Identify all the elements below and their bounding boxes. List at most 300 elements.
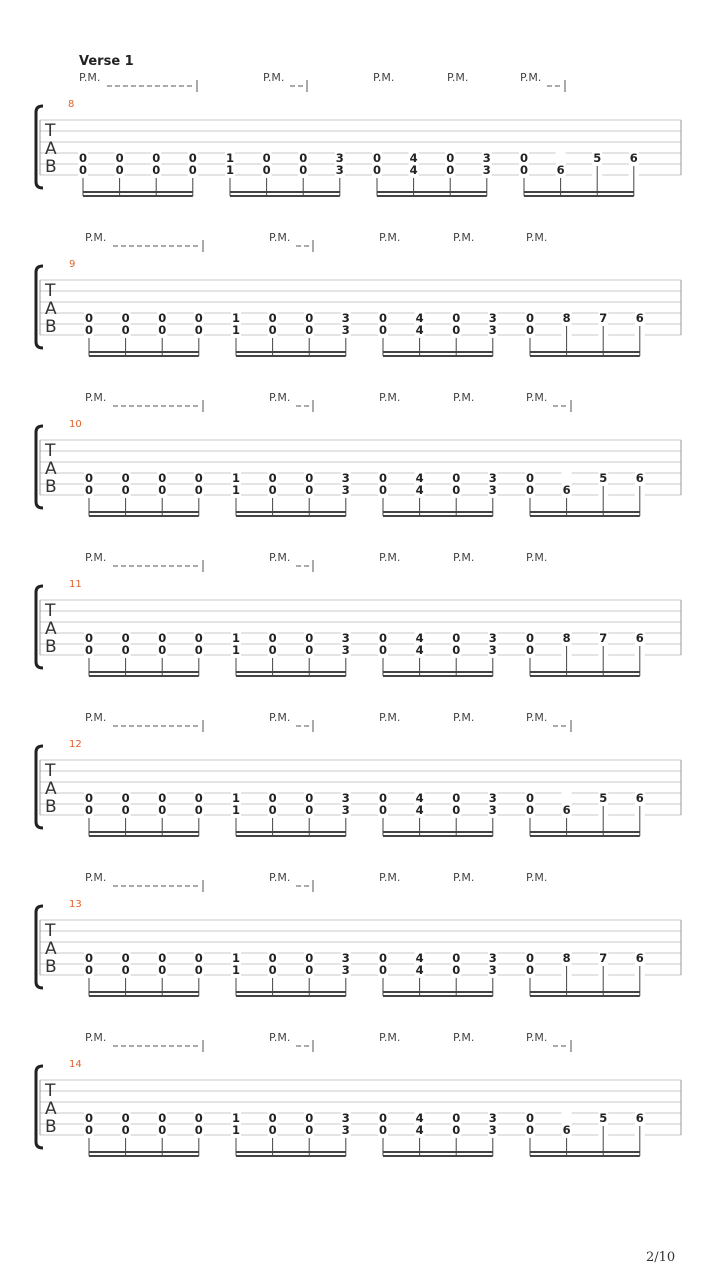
fret-number: 5 bbox=[599, 1111, 608, 1125]
fret-number: 3 bbox=[341, 323, 350, 337]
fret-number: 0 bbox=[268, 951, 277, 965]
fret-number: 3 bbox=[341, 1111, 350, 1125]
tab-system-svg bbox=[0, 390, 720, 550]
fret-number: 0 bbox=[378, 483, 388, 497]
fret-number: 0 bbox=[305, 311, 314, 325]
fret-number: 0 bbox=[194, 311, 203, 325]
fret-number: 0 bbox=[268, 1123, 277, 1137]
fret-number: 0 bbox=[305, 791, 314, 805]
tab-clef-letter: B bbox=[45, 797, 57, 817]
beam bbox=[236, 835, 346, 837]
fret-number: 4 bbox=[415, 1123, 424, 1137]
tab-system-svg bbox=[0, 70, 720, 230]
tab-clef-letter: B bbox=[45, 157, 57, 177]
beam bbox=[236, 1151, 346, 1153]
fret-number: 3 bbox=[488, 951, 497, 965]
fret-number: 1 bbox=[231, 1123, 241, 1137]
measure-number: 9 bbox=[69, 259, 76, 270]
measure-number: 10 bbox=[69, 419, 82, 430]
tab-clef-letter: T bbox=[45, 281, 56, 301]
fret-number: 0 bbox=[121, 323, 130, 337]
fret-number: 3 bbox=[488, 791, 497, 805]
fret-number: 1 bbox=[225, 151, 235, 165]
fret-number: 0 bbox=[268, 631, 277, 645]
fret-number: 4 bbox=[409, 151, 418, 165]
fret-number: 0 bbox=[378, 951, 388, 965]
fret-number: 4 bbox=[415, 951, 424, 965]
tab-clef-letter: A bbox=[45, 779, 57, 799]
fret-number: 0 bbox=[121, 1111, 130, 1125]
fret-number: 6 bbox=[635, 951, 644, 965]
tab-system-svg bbox=[0, 550, 720, 710]
tab-clef-letter: B bbox=[45, 477, 57, 497]
tab-system-svg bbox=[0, 230, 720, 390]
fret-number: 0 bbox=[84, 791, 94, 805]
fret-number: 1 bbox=[231, 1111, 241, 1125]
fret-number: 7 bbox=[599, 311, 608, 325]
beam bbox=[236, 831, 346, 833]
fret-number: 0 bbox=[194, 323, 203, 337]
fret-number: 4 bbox=[415, 1111, 424, 1125]
fret-number: 0 bbox=[452, 631, 461, 645]
fret-number: 3 bbox=[341, 483, 350, 497]
fret-number: 0 bbox=[78, 151, 88, 165]
fret-number: 4 bbox=[415, 471, 424, 485]
fret-number: 0 bbox=[268, 311, 277, 325]
beam bbox=[236, 991, 346, 993]
beam bbox=[383, 355, 493, 357]
measure-number: 14 bbox=[69, 1059, 82, 1070]
beam bbox=[383, 995, 493, 997]
fret-number: 0 bbox=[121, 631, 130, 645]
fret-number: 1 bbox=[231, 471, 241, 485]
palm-mute-label: P.M. bbox=[269, 871, 291, 884]
fret-number: 0 bbox=[268, 643, 277, 657]
fret-number: 0 bbox=[121, 483, 130, 497]
fret-number: 3 bbox=[488, 1123, 497, 1137]
beam bbox=[530, 675, 640, 677]
fret-number: 0 bbox=[121, 803, 130, 817]
fret-number: 6 bbox=[635, 631, 644, 645]
fret-number: 8 bbox=[562, 311, 571, 325]
fret-number: 1 bbox=[231, 951, 241, 965]
measure-number: 11 bbox=[69, 579, 82, 590]
fret-number: 5 bbox=[599, 791, 608, 805]
fret-number: 0 bbox=[121, 311, 130, 325]
fret-number: 3 bbox=[488, 631, 497, 645]
fret-number: 8 bbox=[562, 951, 571, 965]
fret-number: 1 bbox=[231, 963, 241, 977]
fret-number: 0 bbox=[452, 311, 461, 325]
fret-number: 0 bbox=[525, 1123, 535, 1137]
beam bbox=[89, 1151, 199, 1153]
fret-number: 0 bbox=[158, 963, 167, 977]
tab-clef-letter: A bbox=[45, 619, 57, 639]
fret-number: 3 bbox=[335, 151, 344, 165]
fret-number: 0 bbox=[519, 163, 529, 177]
beam bbox=[377, 191, 487, 193]
fret-number: 3 bbox=[341, 791, 350, 805]
palm-mute-label: P.M. bbox=[85, 231, 107, 244]
fret-number: 0 bbox=[378, 631, 388, 645]
fret-number: 3 bbox=[488, 803, 497, 817]
fret-number: 7 bbox=[599, 631, 608, 645]
palm-mute-label: P.M. bbox=[85, 871, 107, 884]
fret-number: 3 bbox=[488, 1111, 497, 1125]
fret-number: 4 bbox=[415, 323, 424, 337]
fret-number: 0 bbox=[525, 471, 535, 485]
fret-number: 0 bbox=[84, 323, 94, 337]
fret-number: 0 bbox=[121, 951, 130, 965]
fret-number: 0 bbox=[158, 471, 167, 485]
fret-number: 4 bbox=[415, 643, 424, 657]
fret-number: 0 bbox=[194, 803, 203, 817]
fret-number: 0 bbox=[84, 1111, 94, 1125]
fret-number: 4 bbox=[415, 791, 424, 805]
fret-number: 0 bbox=[194, 963, 203, 977]
tab-system-svg bbox=[0, 870, 720, 1030]
fret-number: 0 bbox=[525, 791, 535, 805]
tab-clef-letter: B bbox=[45, 637, 57, 657]
palm-mute-label: P.M. bbox=[379, 551, 401, 564]
fret-number: 6 bbox=[562, 803, 571, 817]
fret-number: 4 bbox=[415, 963, 424, 977]
fret-number: 0 bbox=[188, 151, 197, 165]
fret-number: 0 bbox=[299, 151, 308, 165]
beam bbox=[383, 515, 493, 517]
beam bbox=[89, 1155, 199, 1157]
fret-number: 0 bbox=[452, 1111, 461, 1125]
fret-number: 0 bbox=[158, 483, 167, 497]
fret-number: 0 bbox=[378, 1123, 388, 1137]
beam bbox=[530, 511, 640, 513]
fret-number: 3 bbox=[341, 631, 350, 645]
palm-mute-label: P.M. bbox=[79, 71, 101, 84]
fret-number: 1 bbox=[231, 323, 241, 337]
palm-mute-label: P.M. bbox=[526, 871, 548, 884]
palm-mute-label: P.M. bbox=[526, 1031, 548, 1044]
fret-number: 0 bbox=[452, 471, 461, 485]
fret-number: 0 bbox=[452, 643, 461, 657]
fret-number: 0 bbox=[84, 1123, 94, 1137]
palm-mute-label: P.M. bbox=[379, 1031, 401, 1044]
fret-number: 0 bbox=[305, 963, 314, 977]
palm-mute-label: P.M. bbox=[526, 551, 548, 564]
fret-number: 5 bbox=[599, 471, 608, 485]
beam bbox=[530, 835, 640, 837]
fret-number: 0 bbox=[305, 951, 314, 965]
fret-number: 0 bbox=[525, 951, 535, 965]
fret-number: 0 bbox=[525, 1111, 535, 1125]
fret-number: 0 bbox=[372, 163, 382, 177]
beam bbox=[530, 351, 640, 353]
beam bbox=[383, 835, 493, 837]
fret-number: 0 bbox=[268, 323, 277, 337]
fret-number: 0 bbox=[121, 643, 130, 657]
fret-number: 0 bbox=[299, 163, 308, 177]
fret-number: 0 bbox=[378, 643, 388, 657]
fret-number: 0 bbox=[152, 163, 161, 177]
beam bbox=[383, 671, 493, 673]
fret-number: 0 bbox=[158, 311, 167, 325]
beam bbox=[236, 671, 346, 673]
tab-system bbox=[0, 390, 720, 550]
palm-mute-label: P.M. bbox=[85, 391, 107, 404]
fret-number: 3 bbox=[488, 483, 497, 497]
fret-number: 0 bbox=[525, 643, 535, 657]
palm-mute-label: P.M. bbox=[526, 711, 548, 724]
fret-number: 0 bbox=[305, 631, 314, 645]
beam bbox=[89, 511, 199, 513]
fret-number: 0 bbox=[194, 791, 203, 805]
fret-number: 4 bbox=[415, 803, 424, 817]
fret-number: 0 bbox=[525, 311, 535, 325]
fret-number: 0 bbox=[452, 323, 461, 337]
beam bbox=[89, 831, 199, 833]
beam bbox=[230, 195, 340, 197]
palm-mute-label: P.M. bbox=[379, 711, 401, 724]
fret-number: 0 bbox=[158, 643, 167, 657]
fret-number: 4 bbox=[415, 631, 424, 645]
beam bbox=[236, 351, 346, 353]
tab-clef-letter: A bbox=[45, 139, 57, 159]
tab-system bbox=[0, 1030, 720, 1190]
beam bbox=[530, 995, 640, 997]
fret-number: 5 bbox=[593, 151, 602, 165]
fret-number: 6 bbox=[562, 1123, 571, 1137]
fret-number: 0 bbox=[452, 963, 461, 977]
fret-number: 3 bbox=[488, 643, 497, 657]
fret-number: 3 bbox=[341, 471, 350, 485]
palm-mute-label: P.M. bbox=[453, 1031, 475, 1044]
fret-number: 1 bbox=[231, 631, 241, 645]
fret-number: 3 bbox=[341, 963, 350, 977]
beam bbox=[236, 355, 346, 357]
fret-number: 0 bbox=[194, 1111, 203, 1125]
fret-number: 0 bbox=[372, 151, 382, 165]
tab-clef-letter: T bbox=[45, 601, 56, 621]
fret-number: 0 bbox=[84, 483, 94, 497]
fret-number: 0 bbox=[268, 803, 277, 817]
fret-number: 0 bbox=[84, 803, 94, 817]
page-title: Verse 1 bbox=[79, 54, 134, 69]
tab-clef-letter: B bbox=[45, 957, 57, 977]
fret-number: 0 bbox=[305, 483, 314, 497]
palm-mute-label: P.M. bbox=[453, 711, 475, 724]
palm-mute-label: P.M. bbox=[379, 871, 401, 884]
fret-number: 0 bbox=[378, 1111, 388, 1125]
tab-clef-letter: T bbox=[45, 441, 56, 461]
fret-number: 0 bbox=[525, 323, 535, 337]
fret-number: 1 bbox=[231, 791, 241, 805]
page-number: 2/10 bbox=[646, 1250, 676, 1265]
fret-number: 6 bbox=[562, 483, 571, 497]
fret-number: 0 bbox=[452, 483, 461, 497]
tab-clef-letter: B bbox=[45, 1117, 57, 1137]
fret-number: 3 bbox=[488, 323, 497, 337]
beam bbox=[236, 1155, 346, 1157]
fret-number: 0 bbox=[194, 1123, 203, 1137]
fret-number: 1 bbox=[231, 643, 241, 657]
fret-number: 1 bbox=[231, 311, 241, 325]
fret-number: 3 bbox=[341, 951, 350, 965]
fret-number: 0 bbox=[115, 151, 124, 165]
fret-number: 3 bbox=[482, 163, 491, 177]
beam bbox=[236, 995, 346, 997]
fret-number: 0 bbox=[194, 643, 203, 657]
fret-number: 3 bbox=[341, 1123, 350, 1137]
beam bbox=[236, 511, 346, 513]
fret-number: 0 bbox=[158, 323, 167, 337]
fret-number: 3 bbox=[488, 471, 497, 485]
tab-clef-letter: A bbox=[45, 299, 57, 319]
fret-number: 0 bbox=[378, 963, 388, 977]
beam bbox=[530, 991, 640, 993]
fret-number: 0 bbox=[84, 963, 94, 977]
palm-mute-label: P.M. bbox=[379, 231, 401, 244]
fret-number: 0 bbox=[268, 1111, 277, 1125]
beam bbox=[89, 995, 199, 997]
fret-number: 0 bbox=[115, 163, 124, 177]
fret-number: 0 bbox=[525, 803, 535, 817]
palm-mute-label: P.M. bbox=[379, 391, 401, 404]
palm-mute-label: P.M. bbox=[526, 391, 548, 404]
beam bbox=[530, 1155, 640, 1157]
palm-mute-label: P.M. bbox=[520, 71, 542, 84]
fret-number: 0 bbox=[194, 631, 203, 645]
fret-number: 0 bbox=[268, 471, 277, 485]
fret-number: 0 bbox=[378, 311, 388, 325]
fret-number: 0 bbox=[268, 791, 277, 805]
fret-number: 0 bbox=[268, 483, 277, 497]
beam bbox=[89, 835, 199, 837]
fret-number: 0 bbox=[188, 163, 197, 177]
fret-number: 0 bbox=[158, 951, 167, 965]
palm-mute-label: P.M. bbox=[453, 231, 475, 244]
tab-clef-letter: B bbox=[45, 317, 57, 337]
fret-number: 0 bbox=[158, 803, 167, 817]
beam bbox=[236, 515, 346, 517]
beam bbox=[530, 1151, 640, 1153]
beam bbox=[89, 515, 199, 517]
beam bbox=[89, 355, 199, 357]
palm-mute-label: P.M. bbox=[269, 1031, 291, 1044]
beam bbox=[83, 195, 193, 197]
tab-system bbox=[0, 70, 720, 230]
beam bbox=[530, 671, 640, 673]
fret-number: 3 bbox=[335, 163, 344, 177]
measure-number: 8 bbox=[68, 99, 75, 110]
beam bbox=[89, 671, 199, 673]
tab-system-svg bbox=[0, 1030, 720, 1190]
fret-number: 0 bbox=[268, 963, 277, 977]
fret-number: 0 bbox=[305, 803, 314, 817]
beam bbox=[383, 351, 493, 353]
fret-number: 6 bbox=[635, 471, 644, 485]
fret-number: 8 bbox=[562, 631, 571, 645]
beam bbox=[236, 675, 346, 677]
tab-system-svg bbox=[0, 710, 720, 870]
palm-mute-label: P.M. bbox=[453, 391, 475, 404]
beam bbox=[89, 675, 199, 677]
palm-mute-label: P.M. bbox=[269, 711, 291, 724]
fret-number: 0 bbox=[305, 1123, 314, 1137]
beam bbox=[89, 351, 199, 353]
palm-mute-label: P.M. bbox=[85, 1031, 107, 1044]
palm-mute-label: P.M. bbox=[447, 71, 469, 84]
fret-number: 1 bbox=[225, 163, 235, 177]
fret-number: 6 bbox=[635, 1111, 644, 1125]
fret-number: 0 bbox=[84, 311, 94, 325]
fret-number: 0 bbox=[78, 163, 88, 177]
palm-mute-label: P.M. bbox=[526, 231, 548, 244]
fret-number: 0 bbox=[525, 963, 535, 977]
tab-clef-letter: T bbox=[45, 121, 56, 141]
fret-number: 0 bbox=[158, 1111, 167, 1125]
beam bbox=[383, 991, 493, 993]
fret-number: 1 bbox=[231, 803, 241, 817]
fret-number: 3 bbox=[341, 311, 350, 325]
fret-number: 0 bbox=[305, 323, 314, 337]
beam bbox=[383, 1155, 493, 1157]
fret-number: 0 bbox=[452, 951, 461, 965]
fret-number: 0 bbox=[194, 951, 203, 965]
fret-number: 0 bbox=[378, 323, 388, 337]
tab-clef-letter: A bbox=[45, 1099, 57, 1119]
tab-clef-letter: A bbox=[45, 939, 57, 959]
fret-number: 0 bbox=[158, 791, 167, 805]
tab-clef-letter: T bbox=[45, 761, 56, 781]
palm-mute-label: P.M. bbox=[85, 711, 107, 724]
beam bbox=[230, 191, 340, 193]
beam bbox=[383, 675, 493, 677]
fret-number: 0 bbox=[152, 151, 161, 165]
fret-number: 0 bbox=[158, 1123, 167, 1137]
palm-mute-label: P.M. bbox=[269, 551, 291, 564]
fret-number: 3 bbox=[341, 803, 350, 817]
palm-mute-label: P.M. bbox=[453, 551, 475, 564]
tab-clef-letter: T bbox=[45, 1081, 56, 1101]
fret-number: 6 bbox=[556, 163, 565, 177]
fret-number: 0 bbox=[158, 631, 167, 645]
fret-number: 0 bbox=[446, 151, 455, 165]
fret-number: 0 bbox=[305, 471, 314, 485]
beam bbox=[83, 191, 193, 193]
beam bbox=[383, 511, 493, 513]
fret-number: 0 bbox=[452, 791, 461, 805]
fret-number: 0 bbox=[525, 631, 535, 645]
fret-number: 0 bbox=[452, 803, 461, 817]
fret-number: 0 bbox=[84, 471, 94, 485]
tab-system bbox=[0, 550, 720, 710]
fret-number: 3 bbox=[488, 963, 497, 977]
beam bbox=[530, 355, 640, 357]
fret-number: 0 bbox=[194, 483, 203, 497]
fret-number: 0 bbox=[452, 1123, 461, 1137]
fret-number: 0 bbox=[121, 791, 130, 805]
fret-number: 4 bbox=[409, 163, 418, 177]
fret-number: 6 bbox=[635, 311, 644, 325]
fret-number: 0 bbox=[519, 151, 529, 165]
fret-number: 3 bbox=[341, 643, 350, 657]
fret-number: 0 bbox=[525, 483, 535, 497]
fret-number: 0 bbox=[121, 963, 130, 977]
fret-number: 0 bbox=[121, 471, 130, 485]
fret-number: 0 bbox=[84, 643, 94, 657]
beam bbox=[383, 831, 493, 833]
tab-system bbox=[0, 710, 720, 870]
fret-number: 0 bbox=[262, 151, 271, 165]
